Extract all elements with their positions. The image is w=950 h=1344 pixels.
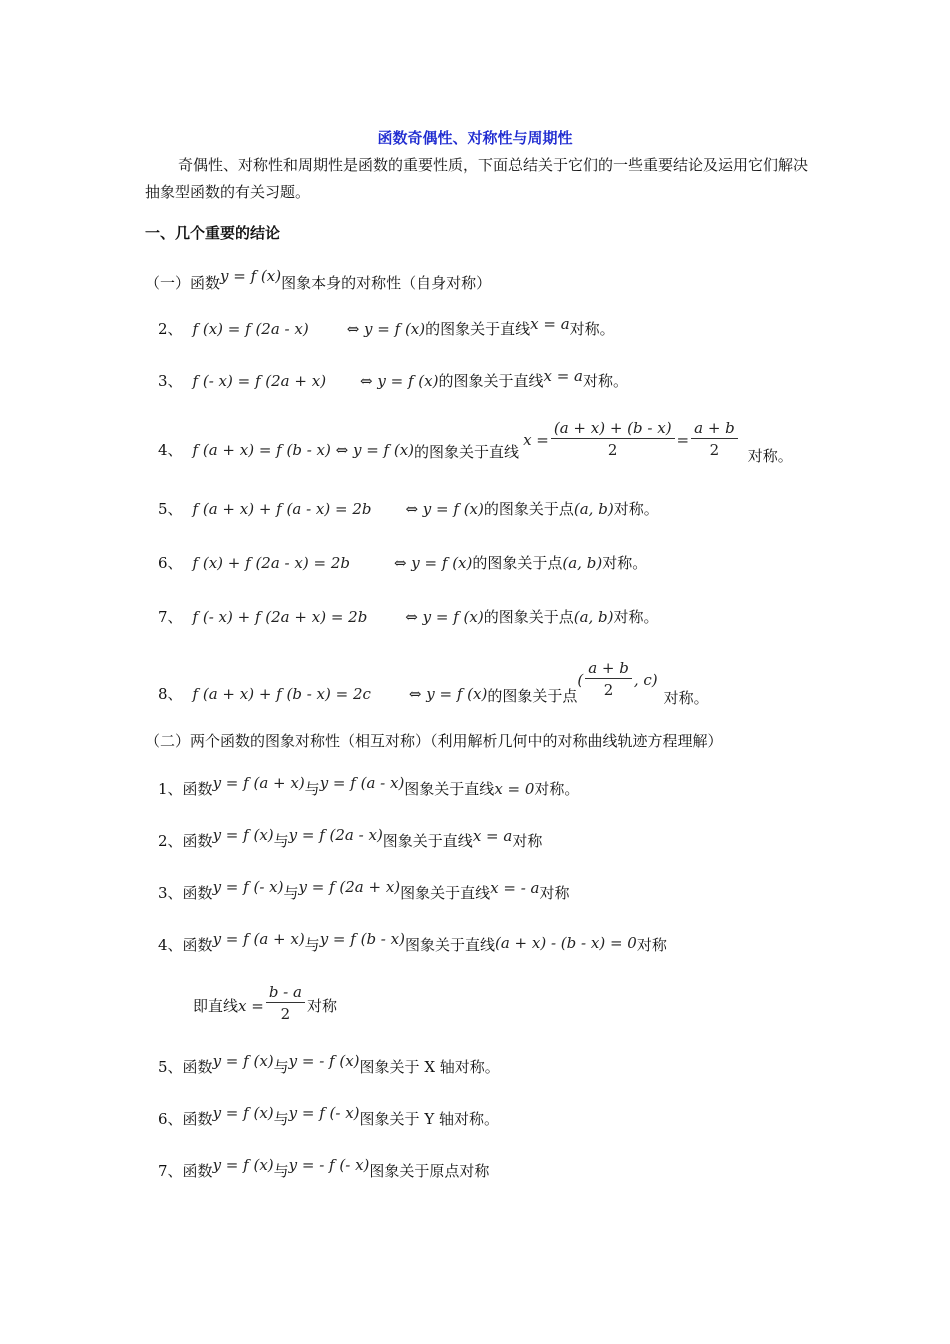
list-item [158, 878, 570, 903]
list-item [158, 1052, 500, 1077]
item-text: 图象关于 Y 轴对称。 [359, 1110, 499, 1128]
item-mid: ⇔ y = f (x) [346, 320, 426, 338]
item-end: 对称。 [613, 500, 659, 518]
document-title: 函数奇偶性、对称性与周期性 [377, 129, 573, 147]
fraction-numerator: a + b [694, 419, 735, 437]
item-number: 6、 [158, 1110, 183, 1128]
item-function-1: y = f (x) [212, 826, 274, 844]
fraction-denominator: 2 [709, 441, 720, 459]
fraction-numerator: b - a [268, 983, 302, 1001]
item-prefix: 函数 [182, 1058, 213, 1076]
item-mid: ⇔ y = f (x) [405, 500, 484, 518]
part2-heading: （二）两个函数的图象对称性（相互对称）（利用解析几何中的对称曲线轨迹方程理解） [145, 732, 723, 750]
item-text: 的图象关于直线 [414, 443, 520, 461]
item-end: 对称 [539, 884, 570, 902]
item-function-1: y = f (x) [212, 1156, 274, 1174]
part1-formula: y = f (x) [220, 267, 282, 285]
fraction [266, 982, 305, 1025]
item-number: 4、 [158, 441, 183, 459]
item-rhs: (a + x) - (b - x) = 0 [494, 934, 637, 952]
part1-prefix: （一）函数 [145, 274, 221, 292]
item-prefix: 函数 [182, 884, 213, 902]
item-number: 2、 [158, 320, 183, 338]
item-text: 图象关于 X 轴对称。 [359, 1058, 500, 1076]
item-number: 8、 [158, 685, 183, 703]
fraction-numerator: (a + x) + (b - x) [553, 419, 672, 437]
item-and: 与 [273, 1162, 289, 1180]
list-item [158, 658, 709, 707]
item-function-1: y = f (- x) [212, 878, 284, 896]
item-and: 与 [283, 884, 299, 902]
list-item [158, 315, 615, 339]
list-item [158, 498, 659, 519]
item-rhs-x: x = [523, 430, 549, 449]
item-and: 与 [304, 936, 320, 954]
fraction-denominator: 2 [280, 1005, 291, 1023]
part1-suffix: 图象本身的对称性（自身对称） [281, 274, 492, 292]
item-text: 的图象关于直线 [438, 372, 544, 390]
item-number: 3、 [158, 372, 183, 390]
fraction [551, 418, 675, 461]
list-item [158, 826, 543, 851]
item-prefix: 函数 [182, 832, 213, 850]
note-line [193, 982, 337, 1025]
item-prefix: 函数 [182, 780, 213, 798]
item-lhs: f (a + x) + f (b - x) = 2c [192, 684, 371, 703]
item-number: 7、 [158, 1162, 183, 1180]
item-number: 4、 [158, 936, 183, 954]
item-function-2: y = f (a - x) [319, 774, 405, 792]
item-text: 图象关于原点对称 [369, 1162, 490, 1180]
list-item [158, 552, 647, 573]
item-lhs: f (x) + f (2a - x) = 2b [192, 554, 350, 572]
item-function-2: y = f (2a + x) [298, 878, 401, 896]
item-rhs: x = a [543, 367, 583, 385]
fraction-denominator: 2 [603, 681, 614, 699]
item-text: 图象关于直线 [400, 884, 491, 902]
fraction [585, 658, 632, 701]
list-item [158, 418, 793, 465]
item-text: 图象关于直线 [382, 832, 473, 850]
item-rhs: x = - a [490, 879, 540, 897]
item-function-2: y = - f (x) [288, 1052, 360, 1070]
note-end: 对称 [306, 997, 337, 1015]
item-lhs: f (a + x) + f (a - x) = 2b [192, 500, 372, 518]
item-and: 与 [304, 780, 320, 798]
item-end: 对称。 [602, 554, 648, 572]
part1-heading [145, 267, 492, 293]
item-end: 对称。 [582, 372, 628, 390]
fraction-numerator: a + b [588, 659, 629, 677]
item-end: 对称。 [613, 608, 659, 626]
item-text: 图象关于直线 [404, 780, 495, 798]
item-prefix: 函数 [182, 1110, 213, 1128]
item-function-2: y = f (- x) [288, 1104, 360, 1122]
item-function-1: y = f (a + x) [212, 930, 305, 948]
item-and: 与 [273, 1110, 289, 1128]
list-item [158, 367, 628, 391]
item-function-1: y = f (x) [212, 1104, 274, 1122]
item-rhs-close: , c) [633, 670, 658, 689]
item-mid: ⇔ y = f (x) [360, 372, 439, 390]
item-end: 对称。 [663, 689, 709, 707]
item-number: 2、 [158, 832, 183, 850]
item-number: 3、 [158, 884, 183, 902]
item-rhs-eq: = [676, 430, 690, 449]
item-end: 对称。 [534, 780, 580, 798]
item-text: 的图象关于点 [483, 500, 574, 518]
item-lhs: f (x) = f (2a - x) [192, 320, 309, 338]
list-item [158, 1156, 490, 1181]
item-mid: ⇔ y = f (x) [393, 554, 473, 572]
item-number: 5、 [158, 500, 183, 518]
section-heading: 一、几个重要的结论 [145, 224, 281, 242]
fraction [691, 418, 738, 461]
item-rhs: (a, b) [562, 554, 603, 572]
item-number: 1、 [158, 780, 183, 798]
item-text: 的图象关于点 [472, 554, 563, 572]
note-x: x = [238, 996, 264, 1015]
item-end: 对称 [512, 832, 543, 850]
item-text: 的图象关于点 [483, 608, 574, 626]
item-rhs: (a, b) [573, 500, 614, 518]
item-rhs-open: ( [577, 670, 584, 689]
intro-paragraph: 奇偶性、对称性和周期性是函数的重要性质，下面总结关于它们的一些重要结论及运用它们解决抽象型函数的有关习题。 [145, 156, 809, 201]
item-function-2: y = - f (- x) [288, 1156, 370, 1174]
item-and: 与 [273, 1058, 289, 1076]
item-mid: ⇔ y = f (x) [408, 684, 488, 703]
list-item [158, 1104, 499, 1129]
item-lhs: f (- x) + f (2a + x) = 2b [192, 608, 368, 626]
item-rhs: (a, b) [573, 608, 614, 626]
list-item [158, 930, 667, 955]
item-function-2: y = f (2a - x) [288, 826, 383, 844]
item-number: 6、 [158, 554, 183, 572]
item-rhs: x = a [530, 315, 570, 333]
fraction-denominator: 2 [607, 441, 618, 459]
item-text: 图象关于直线 [404, 936, 495, 954]
item-end: 对称 [636, 936, 667, 954]
item-lhs: f (- x) = f (2a + x) [192, 372, 327, 390]
item-rhs: x = 0 [494, 780, 535, 798]
item-rhs: x = a [472, 827, 513, 845]
item-number: 5、 [158, 1058, 183, 1076]
list-item [158, 606, 659, 627]
item-text: 的图象关于点 [487, 687, 578, 705]
item-function-2: y = f (b - x) [319, 930, 405, 948]
item-and: 与 [273, 832, 289, 850]
item-lhs: f (a + x) = f (b - x) ⇔ y = f (x) [192, 440, 415, 459]
item-prefix: 函数 [182, 936, 213, 954]
item-number: 7、 [158, 608, 183, 626]
note-prefix: 即直线 [193, 997, 239, 1015]
item-end: 对称。 [747, 447, 793, 465]
item-function-1: y = f (a + x) [212, 774, 305, 792]
item-mid: ⇔ y = f (x) [405, 608, 484, 626]
list-item [158, 774, 580, 799]
item-prefix: 函数 [182, 1162, 213, 1180]
item-text: 的图象关于直线 [425, 320, 531, 338]
item-end: 对称。 [569, 320, 615, 338]
item-function-1: y = f (x) [212, 1052, 274, 1070]
